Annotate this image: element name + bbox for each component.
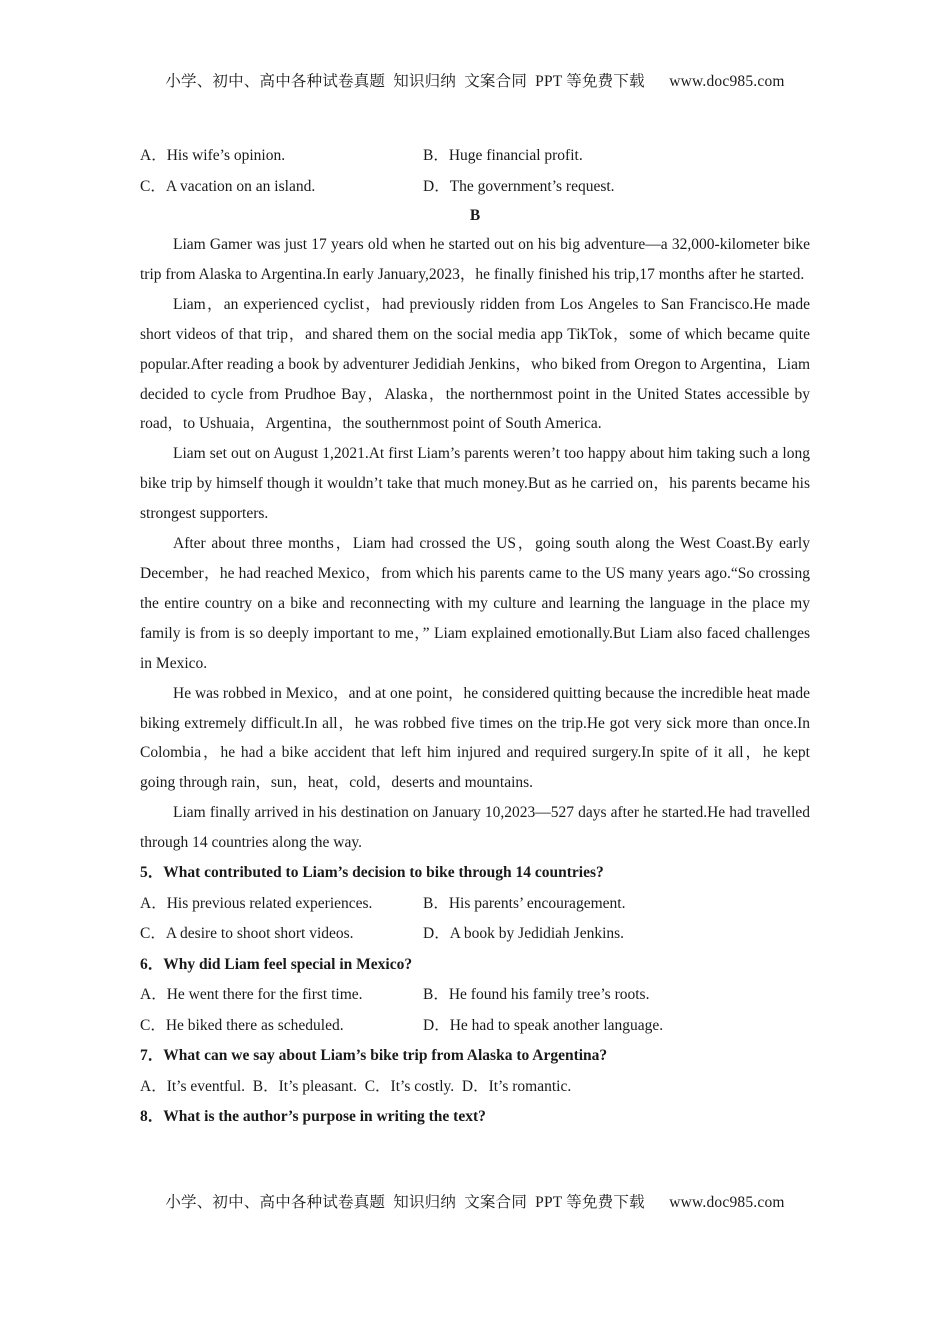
option-b: B．Huge financial profit. bbox=[423, 147, 583, 164]
option-a: A．His previous related experiences. bbox=[140, 894, 373, 912]
passage-paragraph: After about three months，Liam had crossed the US，going south along the West Coast.By early December，he had reached Mexico，from which his parents came to the US many years ago.“So crossing the entire country on a bike and reconnecting with my culture and learning the language in the place my family is from is so deeply important to me，” Liam explained emotionally.But Liam also faced challenges in Mexico. bbox=[140, 535, 810, 672]
option-a: A．He went there for the first time. bbox=[140, 986, 363, 1004]
option-d: D．A book by Jedidiah Jenkins. bbox=[423, 925, 625, 943]
section-title: B bbox=[469, 207, 481, 224]
passage-paragraph: Liam set out on August 1,2021.At first Liam’s parents weren’t too happy about him taking such a long bike trip by himself though it wouldn’t take that much money.But as he carried on，his parents became his strongest supporters. bbox=[140, 445, 810, 523]
option-c: C．He biked there as scheduled. bbox=[140, 1016, 344, 1034]
passage-paragraph: Liam Gamer was just 17 years old when he started out on his big adventure—a 32,000-kilometer bike trip from Alaska to Argentina.In early January,2023，he finally finished his trip,17 months after he started. bbox=[140, 236, 810, 283]
question-stem: 6．Why did Liam feel special in Mexico? bbox=[140, 955, 413, 973]
option-b: B．His parents’ encouragement. bbox=[423, 894, 626, 912]
question-stem: 8．What is the author’s purpose in writing the text? bbox=[140, 1108, 486, 1126]
option-c: C．A vacation on an island. bbox=[140, 177, 316, 195]
page-header: 小学、初中、高中各种试卷真题 知识归纳 文案合同 PPT 等免费下载 www.doc985.com bbox=[165, 73, 785, 90]
option-row bbox=[140, 141, 810, 172]
option-b: B．He found his family tree’s roots. bbox=[423, 986, 650, 1004]
passage-paragraph: Liam finally arrived in his destination on January 10,2023—527 days after he started.He had travelled through 14 countries along the way. bbox=[140, 804, 810, 852]
passage-paragraph: Liam，an experienced cyclist，had previously ridden from Los Angeles to San Francisco.He made short videos of that trip，and shared them on the social media app TikTok，some of which became quite popular.After reading a book by adventurer Jedidiah Jenkins，who biked from Oregon to Argentina，Liam decided to cycle from Prudhoe Bay，Alaska，the northernmost point in the United States accessible by road，to Ushuaia，Argentina，the southernmost point of South America. bbox=[140, 295, 810, 433]
option-c: C．A desire to shoot short videos. bbox=[140, 925, 354, 943]
document-body bbox=[140, 141, 810, 1133]
option-row bbox=[140, 919, 810, 950]
option-line: A．It’s eventful. B．It’s pleasant. C．It’s costly. D．It’s romantic. bbox=[140, 1077, 572, 1095]
option-row bbox=[140, 980, 810, 1011]
option-d: D．The government’s request. bbox=[423, 177, 615, 195]
question-stem: 5．What contributed to Liam’s decision to bike through 14 countries? bbox=[140, 864, 604, 882]
option-d: D．He had to speak another language. bbox=[423, 1016, 664, 1034]
option-row bbox=[140, 1011, 810, 1042]
option-a: A．His wife’s opinion. bbox=[140, 147, 286, 164]
page-footer: 小学、初中、高中各种试卷真题 知识归纳 文案合同 PPT 等免费下载 www.doc985.com bbox=[165, 1194, 785, 1211]
passage-paragraph: He was robbed in Mexico，and at one point，he considered quitting because the incredible heat made biking extremely difficult.In all，he was robbed five times on the trip.He got very sick more than once.In Colombia，he had a bike accident that left him injured and required surgery.In spite of it all，he kept going through rain，sun，heat，cold，deserts and mountains. bbox=[140, 684, 811, 792]
option-row bbox=[140, 172, 810, 203]
option-row bbox=[140, 889, 810, 920]
question-stem: 7．What can we say about Liam’s bike trip from Alaska to Argentina? bbox=[140, 1047, 608, 1065]
